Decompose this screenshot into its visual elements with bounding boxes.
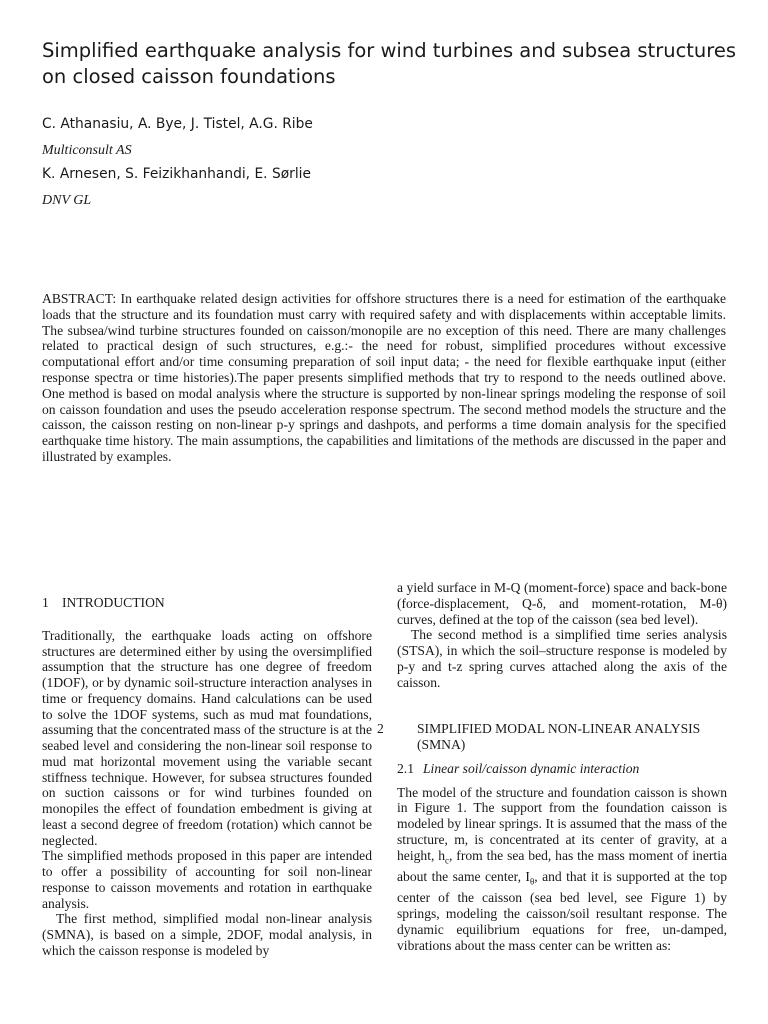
paragraph: Traditionally, the earthquake loads acting on offshore structures are determined either by using the oversimplified assumption that the structure has one degree of freedom (1DOF), or by dynamic soil-structure interaction analyses in time or frequency domains. Hand calculations can be used to solve the 1DOF systems, such as mud mat foundations, assuming that the concentrated mass of the structure is at the seabed level and considering the non-linear soil response to mud mat horizontal movement using the variable secant stiffness technique. However, for subsea structures founded on suction caissons or for wind turbines founded on monopiles the effect of foundation embedment is giving at least a second degree of freedom (rotation) which cannot be neglected.: [42, 627, 372, 848]
section-title: SIMPLIFIED MODAL NON-LINEAR ANALYSIS (SMNA): [417, 721, 701, 752]
subsection-number: 2.1: [397, 760, 414, 776]
left-column: [42, 595, 372, 959]
paper-title: Simplified earthquake analysis for wind turbines and subsea structures on closed caisson foundations: [42, 39, 737, 88]
paragraph: The model of the structure and foundation caisson is shown in Figure 1. The support from the foundation caisson is modeled by linear springs. It is assumed that the mass of the structure, m, is concentrated at its center of gravity, at a height, $h_c$, from the sea bed, has the mass moment of inertia about the same center, $I_\theta$, and that it is supported at the top center of the caisson (sea bed level, see Figure 1) by springs, modeling the caisson/soil resultant response. The dynamic equilibrium equations for free, un-damped, vibrations about the mass center can be written as:: [397, 784, 728, 953]
paragraph: The first method, simplified modal non-linear analysis (SMNA), is based on a simple, 2DOF, modal analysis, in which the caisson response is modeled by: [42, 911, 372, 958]
section-2-1-heading: [397, 761, 727, 777]
paragraph: a yield surface in M-Q (moment-force) space and back-bone (force-displacement, Q-δ, and moment-rotation, M-θ) curves, defined at the top of the caisson (sea bed level).: [397, 580, 727, 627]
affiliation-2: DNV GL: [42, 193, 92, 208]
section-number: 1: [42, 595, 49, 610]
paragraph: The second method is a simplified time series analysis (STSA), in which the soil–structure response is modeled by p-y and t-z spring curves attached along the axis of the caisson.: [397, 627, 727, 690]
author-list-1: C. Athanasiu, A. Bye, J. Tistel, A.G. Ribe: [42, 116, 313, 132]
section-1-heading: [42, 595, 372, 611]
section-number: 2: [377, 721, 384, 737]
right-column: [377, 580, 728, 953]
abstract: ABSTRACT: In earthquake related design activities for offshore structures there is a need for estimation of the earthquake loads that the structure and its foundation must carry with required safety and with displacements within acceptable limits. The subsea/wind turbine structures founded on caisson/monopile are no exception of this need. There are many challenges related to practical design of such structures, e.g.:- the need for robust, simplified procedures without excessive computational effort and/or time consuming preparation of soil input data; - the need for flexible earthquake input (either response spectra or time histories).The paper presents simplified methods that try to respond to the needs outlined above. One method is based on modal analysis where the structure is supported by non-linear springs modeling the response of soil on caisson foundation and uses the pseudo acceleration response spectrum. The second method models the structure and the caisson, the caisson resting on non-linear p-y springs and dashpots, and performs a time domain analysis for the specified earthquake time history. The main assumptions, the capabilities and limitations of the methods are discussed in the paper and illustrated by examples.: [42, 291, 726, 464]
section-title: INTRODUCTION: [62, 595, 165, 610]
section-2-heading: [377, 721, 727, 753]
paragraph: The simplified methods proposed in this paper are intended to offer a possibility of accounting for soil non-linear response to caisson movements and rotation in earthquake analysis.: [42, 848, 372, 911]
author-list-2: K. Arnesen, S. Feizikhanhandi, E. Sørlie: [42, 166, 311, 182]
affiliation-1: Multiconsult AS: [42, 143, 132, 158]
subsection-title: Linear soil/caisson dynamic interaction: [423, 760, 640, 776]
